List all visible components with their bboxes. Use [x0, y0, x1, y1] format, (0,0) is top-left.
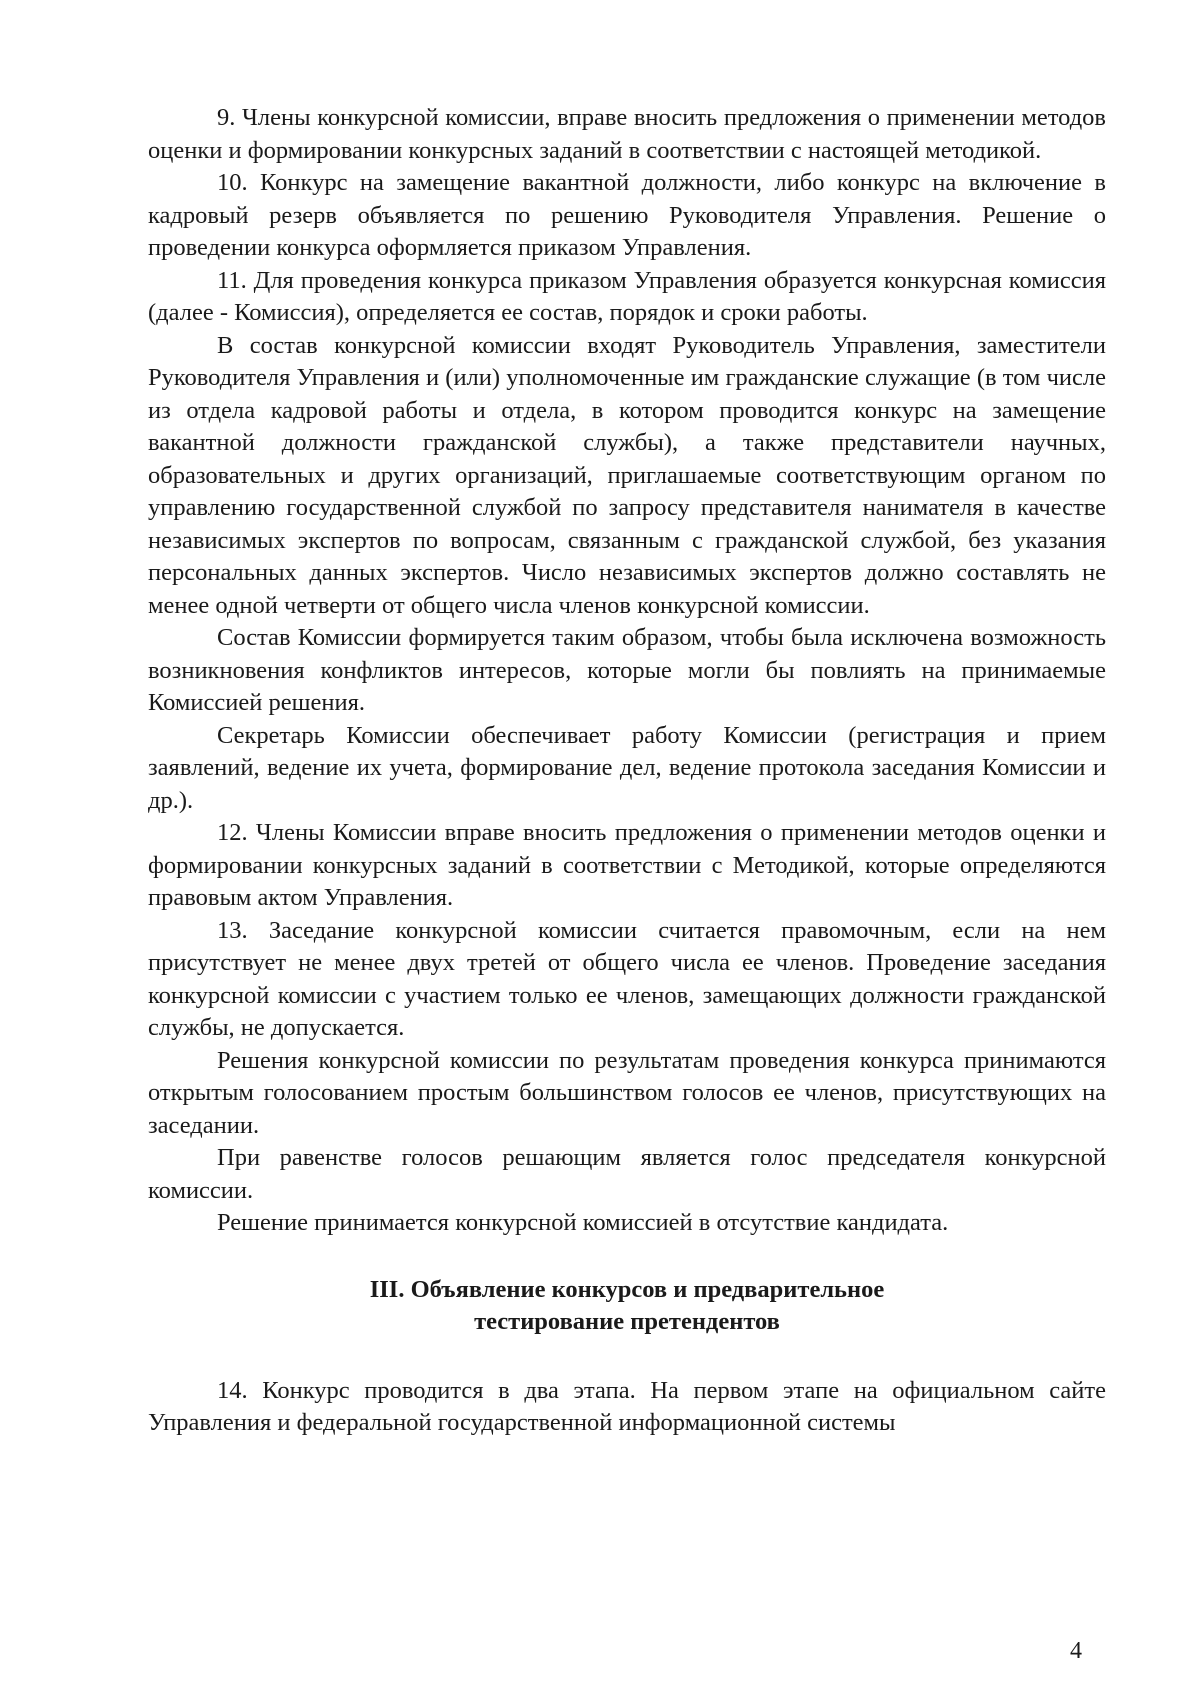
- paragraph-tie-vote: При равенстве голосов решающим является голос председателя конкурсной комиссии.: [148, 1144, 1106, 1204]
- paragraph-9: 9. Члены конкурсной комиссии, вправе вносить предложения о применении методов оценки и формировании конкурсных заданий в соответствии с настоящей методикой.: [148, 104, 1106, 164]
- paragraph-conflict-of-interest: Состав Комиссии формируется таким образом, чтобы была исключена возможность возникновения конфликтов интересов, которые могли бы повлиять на принимаемые Комиссией решения.: [148, 624, 1106, 716]
- paragraph-11: 11. Для проведения конкурса приказом Управления образуется конкурсная комиссия (далее - Комиссия), определяется ее состав, порядок и сроки работы.: [148, 266, 1106, 326]
- document-body: [148, 102, 1106, 1440]
- paragraph-absence-of-candidate: Решение принимается конкурсной комиссией в отсутствие кандидата.: [217, 1209, 949, 1236]
- section-heading-line-2: тестирование претендентов: [474, 1308, 780, 1335]
- section-heading: [148, 1274, 1106, 1339]
- section-heading-line-1: III. Объявление конкурсов и предварительное: [369, 1275, 885, 1303]
- paragraph-13: 13. Заседание конкурсной комиссии считается правомочным, если на нем присутствует не менее двух третей от общего числа ее членов. Проведение заседания конкурсной комиссии с участием только ее членов, замещающих должности гражданской службы, не допускается.: [148, 916, 1106, 1041]
- page-number: 4: [1070, 1638, 1082, 1664]
- paragraph-10: 10. Конкурс на замещение вакантной должности, либо конкурс на включение в кадровый резерв объявляется по решению Руководителя Управления. Решение о проведении конкурса оформляется приказом Управления.: [148, 169, 1106, 261]
- paragraph-12: 12. Члены Комиссии вправе вносить предложения о применении методов оценки и формировании конкурсных заданий в соответствии с Методикой, которые определяются правовым актом Управления.: [148, 819, 1106, 911]
- paragraph-14: 14. Конкурс проводится в два этапа. На первом этапе на официальном сайте Управления и федеральной государственной информационной системы: [148, 1376, 1106, 1436]
- paragraph-secretary: Секретарь Комиссии обеспечивает работу Комиссии (регистрация и прием заявлений, ведение их учета, формирование дел, ведение протокола заседания Комиссии и др.).: [148, 721, 1106, 814]
- paragraph-commission-composition: В состав конкурсной комиссии входят Руководитель Управления, заместители Руководителя Управления и (или) уполномоченные им гражданские служащие (в том числе из отдела кадровой работы и отдела, в котором проводится конкурс на замещение вакантной должности гражданской службы), а также представители научных, образовательных и других организаций, приглашаемые соответствующим органом по управлению государственной службой по запросу представителя нанимателя в качестве независимых экспертов по вопросам, связанным с гражданской службой, без указания персональных данных экспертов. Число независимых экспертов должно составлять не менее одной четверти от общего числа членов конкурсной комиссии.: [148, 331, 1106, 619]
- paragraph-decisions: Решения конкурсной комиссии по результатам проведения конкурса принимаются открытым голосованием простым большинством голосов ее членов, присутствующих на заседании.: [148, 1046, 1106, 1139]
